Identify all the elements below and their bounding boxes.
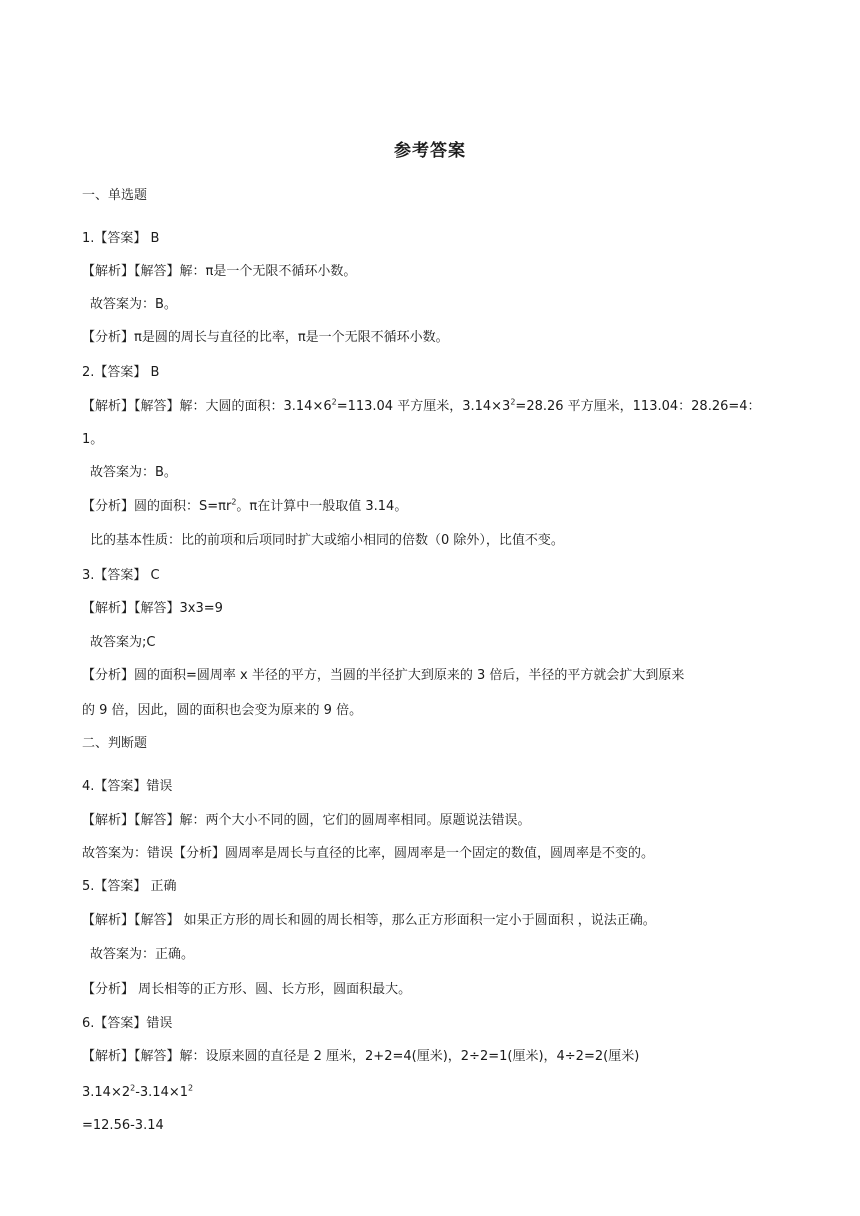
q3-analysis: 【分析】圆的面积=圆周率 x 半径的平方，当圆的半径扩大到原来的 3 倍后，半径的平方就会扩大到原来 [82,668,685,683]
q2-analysis-ratio-property: 比的基本性质：比的前项和后项同时扩大或缩小相同的倍数（0 除外），比值不变。 [90,533,564,548]
q3-answer: 3.【答案】 C [82,568,160,583]
q3-explanation: 【解析】【解答】3x3=9 [82,601,223,616]
q1-conclusion: 故答案为：B。 [90,297,177,312]
q4-explanation: 【解析】【解答】解：两个大小不同的圆，它们的圆周率相同。原题说法错误。 [82,813,531,828]
page-title: 参考答案 [394,141,466,161]
q5-explanation: 【解析】【解答】 如果正方形的周长和圆的周长相等，那么正方形面积一定小于圆面积 ，说法正确。 [82,913,656,928]
q1-explanation: 【解析】【解答】解：π是一个无限不循环小数。 [82,264,357,279]
q6-calculation-step1: $3.14\times 2^2-3.14\times 1^2$ [82,1083,194,1100]
q6-answer: 6.【答案】错误 [82,1016,173,1031]
q2-conclusion: 故答案为：B。 [90,465,177,480]
q5-analysis: 【分析】 周长相等的正方形、圆、长方形，圆面积最大。 [82,982,412,997]
q5-conclusion: 故答案为：正确。 [90,947,195,962]
q2-explanation: 【解析】【解答】解：大圆的面积：$3.14\times 6^2=113.04$ 平方厘米，$3.14\times 3^2=28.26$ 平方厘米，113.04：28.26=4： [82,397,761,414]
q6-calculation-step2: =12.56-3.14 [82,1118,164,1133]
section-heading-single-choice: 一、单选题 [82,188,148,203]
q1-answer: 1.【答案】 B [82,231,160,246]
q4-answer: 4.【答案】错误 [82,779,173,794]
q6-explanation: 【解析】【解答】解：设原来圆的直径是 2 厘米，2+2=4(厘米)，2÷2=1(厘米)，4÷2=2(厘米) [82,1049,640,1064]
q2-analysis: 【分析】圆的面积：$S=\pi r^2$。π在计算中一般取值 3.14。 [82,497,408,514]
q3-conclusion: 故答案为;C [90,635,156,650]
q1-analysis: 【分析】π是圆的周长与直径的比率，π是一个无限不循环小数。 [82,330,449,345]
q2-answer: 2.【答案】 B [82,365,160,380]
q2-explanation-continued: 1。 [82,432,104,447]
q3-analysis-continued: 的 9 倍，因此，圆的面积也会变为原来的 9 倍。 [82,703,363,718]
q4-conclusion-analysis: 故答案为：错误【分析】圆周率是周长与直径的比率，圆周率是一个固定的数值，圆周率是不变的。 [82,846,655,861]
q5-answer: 5.【答案】 正确 [82,879,177,894]
section-heading-true-false: 二、判断题 [82,736,148,751]
